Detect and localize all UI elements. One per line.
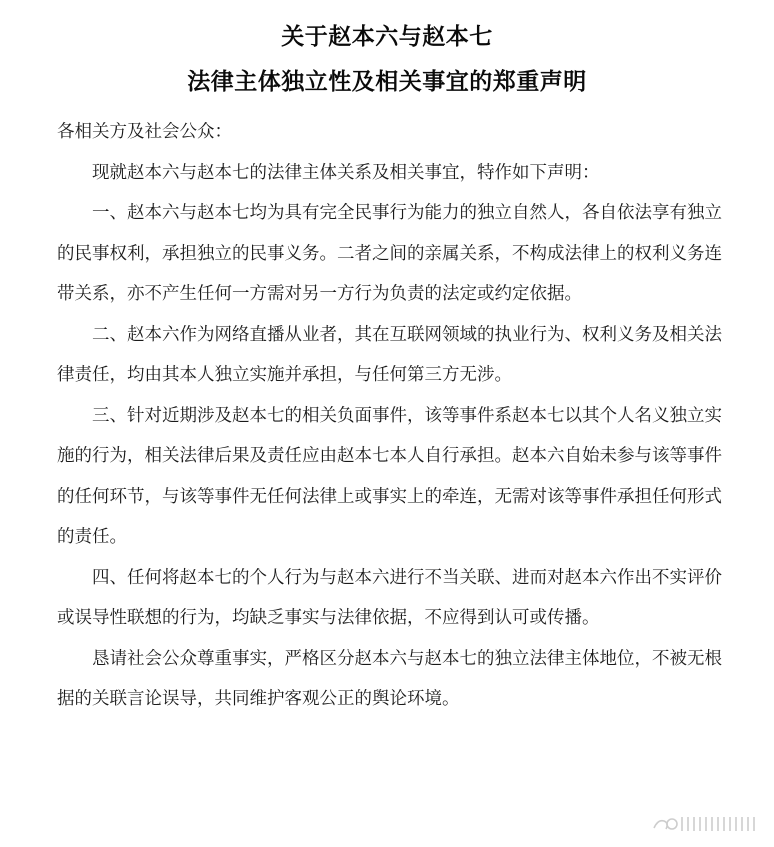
clause-3-paragraph: 三、针对近期涉及赵本七的相关负面事件，该等事件系赵本七以其个人名义独立实施的行为，相关法律后果及责任应由赵本七本人自行承担。赵本六自始未参与该等事件的任何环节，与该等事件无任何法律上或事实上的牵连，无需对该等事件承担任何形式的责任。 (57, 405, 722, 547)
intro-paragraph: 现就赵本六与赵本七的法律主体关系及相关事宜，特作如下声明： (92, 162, 600, 183)
platform-watermark-icon (650, 813, 760, 835)
clause-2-paragraph: 二、赵本六作为网络直播从业者，其在互联网领域的执业行为、权利义务及相关法律责任，均由其本人独立实施并承担，与任何第三方无涉。 (57, 324, 722, 385)
closing-paragraph: 恳请社会公众尊重事实，严格区分赵本六与赵本七的独立法律主体地位，不被无根据的关联言论误导，共同维护客观公正的舆论环境。 (57, 648, 722, 709)
document-title-line-1: 关于赵本六与赵本七 (281, 24, 493, 50)
clause-1-paragraph: 一、赵本六与赵本七均为具有完全民事行为能力的独立自然人，各自依法享有独立的民事权利，承担独立的民事义务。二者之间的亲属关系，不构成法律上的权利义务连带关系，亦不产生任何一方需对另一方行为负责的法定或约定依据。 (57, 203, 722, 304)
document-title-line-2: 法律主体独立性及相关事宜的郑重声明 (187, 69, 587, 95)
salutation: 各相关方及社会公众： (57, 122, 232, 142)
clause-4-paragraph: 四、任何将赵本七的个人行为与赵本六进行不当关联、进而对赵本六作出不实评价或误导性联想的行为，均缺乏事实与法律依据，不应得到认可或传播。 (57, 567, 722, 628)
document-body (57, 112, 737, 720)
